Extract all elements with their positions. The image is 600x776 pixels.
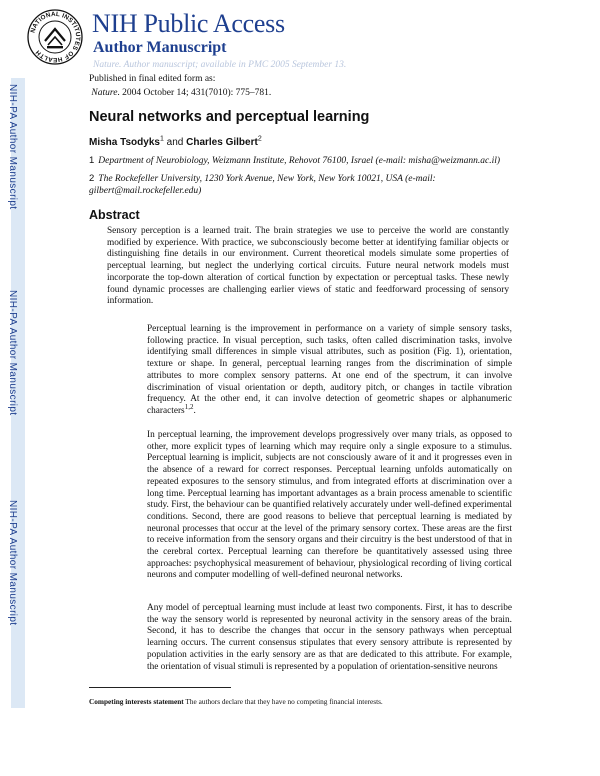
author-name: Misha Tsodyks — [89, 137, 160, 148]
footnote-divider — [89, 687, 231, 688]
body-paragraph-1: Perceptual learning is the improvement in performance on a variety of simple sensory tasks, following practice. In visual perception, such tasks, often called discrimination tasks, involve identifying small differences in simple visual attributes, such as position (Fig. 1), orientation, texture or shape. In general, perceptual learning ranges from the discrimination of simple attributes to more complex sensory patterns. At one end of the spectrum, it can involve discrimination of visual orientation or depth, auditory pitch, or changes in tactile vibration frequency. At the other end, it can involve detection of geometric shapes or alphanumeric characters$^{1,2}$. — [147, 324, 512, 416]
affiliation: 1 Department of Neurobiology, Weizmann Institute, Rehovot 76100, Israel (e-mail: misha@weizmann.ac.il) — [89, 155, 501, 166]
authors: Misha Tsodyks$^1$ and Charles Gilbert$^2$ — [89, 135, 262, 148]
published-line: Published in final edited form as: — [89, 74, 216, 84]
abstract-heading: Abstract — [89, 208, 140, 222]
page-top — [0, 0, 600, 1]
footnote — [89, 697, 383, 706]
citation-details: . 2004 October 14; 431(7010): 775–781. — [117, 88, 272, 98]
author-name: Charles Gilbert — [186, 137, 258, 148]
availability-note: Nature. Author manuscript; available in PMC 2005 September 13. — [93, 60, 347, 70]
author-sup: 2 — [257, 135, 262, 143]
body-paragraph-2: In perceptual learning, the improvement develops progressively over many trials, as opposed to other, more explicit types of learning which may require only a single exposure to a stimulus. Perceptual learning is implicit, subjects are not consciously aware of it and it progresses even in the absence of a reward for correct responses. Perceptual learning unfolds automatically on repeated exposures to the sensory stimulus, and from integrated efforts at discrimination over a long time. Perceptual learning has important advantages as a brain process amenable to scientific study. First, the behaviour can be quantified relatively accurately under well-defined experimental conditions. Second, there are good reasons to believe that perceptual learning is mediated by neuronal processes that occur at the level of the primary sensory cortex. These areas are the first to receive information from the sensory organs and their circuitry is the best understood of that in the cerebral cortex. Perceptual learning can therefore be quantitatively assessed using three approaches: psychophysical measurement of behaviour, physiological recording of living cortical neurons and computer modelling of well-defined neuronal networks. — [147, 430, 512, 581]
header-subtitle: Author Manuscript — [93, 39, 227, 56]
footnote-text: The authors declare that they have no competing financial interests. — [183, 697, 383, 706]
article-title: Neural networks and perceptual learning — [89, 109, 370, 125]
affiliation: 2 The Rockefeller University, 1230 York Avenue, New York, New York 10021, USA (e-mail: gilbert@mail.rockefeller.edu) — [89, 173, 436, 196]
header-title: NIH Public Access — [92, 9, 285, 38]
abstract-text: Sensory perception is a learned trait. The brain strategies we use to perceive the world are constantly modified by experience. With practice, we subconsciously become better at identifying familiar objects or distinguishing fine details in our environment. Current theoretical models simulate some properties of perceptual learning, but neglect the underlying cortical circuits. Future neural network models must incorporate the top-down alteration of cortical function by expectation or perceptual tasks. These newly found dynamic processes are challenging earlier views of static and feedforward processing of sensory information. — [107, 226, 509, 307]
footnote-label: Competing interests statement — [89, 697, 184, 706]
body-paragraph-3: Any model of perceptual learning must include at least two components. First, it has to describe the way the sensory world is represented by neuronal activity in the sensory areas of the brain. Second, it has to describe the changes that occur in the sensory pathways when perceptual learning occurs. The current consensus stipulates that every sensory attribute is represented by population activities in the early sensory are as that are dedicated to this attribute. For example, the orientation of visual stimuli is represented by a population of orientation-sensitive neurons — [147, 603, 512, 672]
nih-logo — [26, 8, 84, 66]
journal-name: Nature — [91, 88, 118, 98]
citation — [89, 88, 271, 99]
author-sup: 1 — [159, 135, 164, 143]
logo-ring-text: NATIONAL INSTITUTES OF HEALTH — [29, 10, 82, 64]
